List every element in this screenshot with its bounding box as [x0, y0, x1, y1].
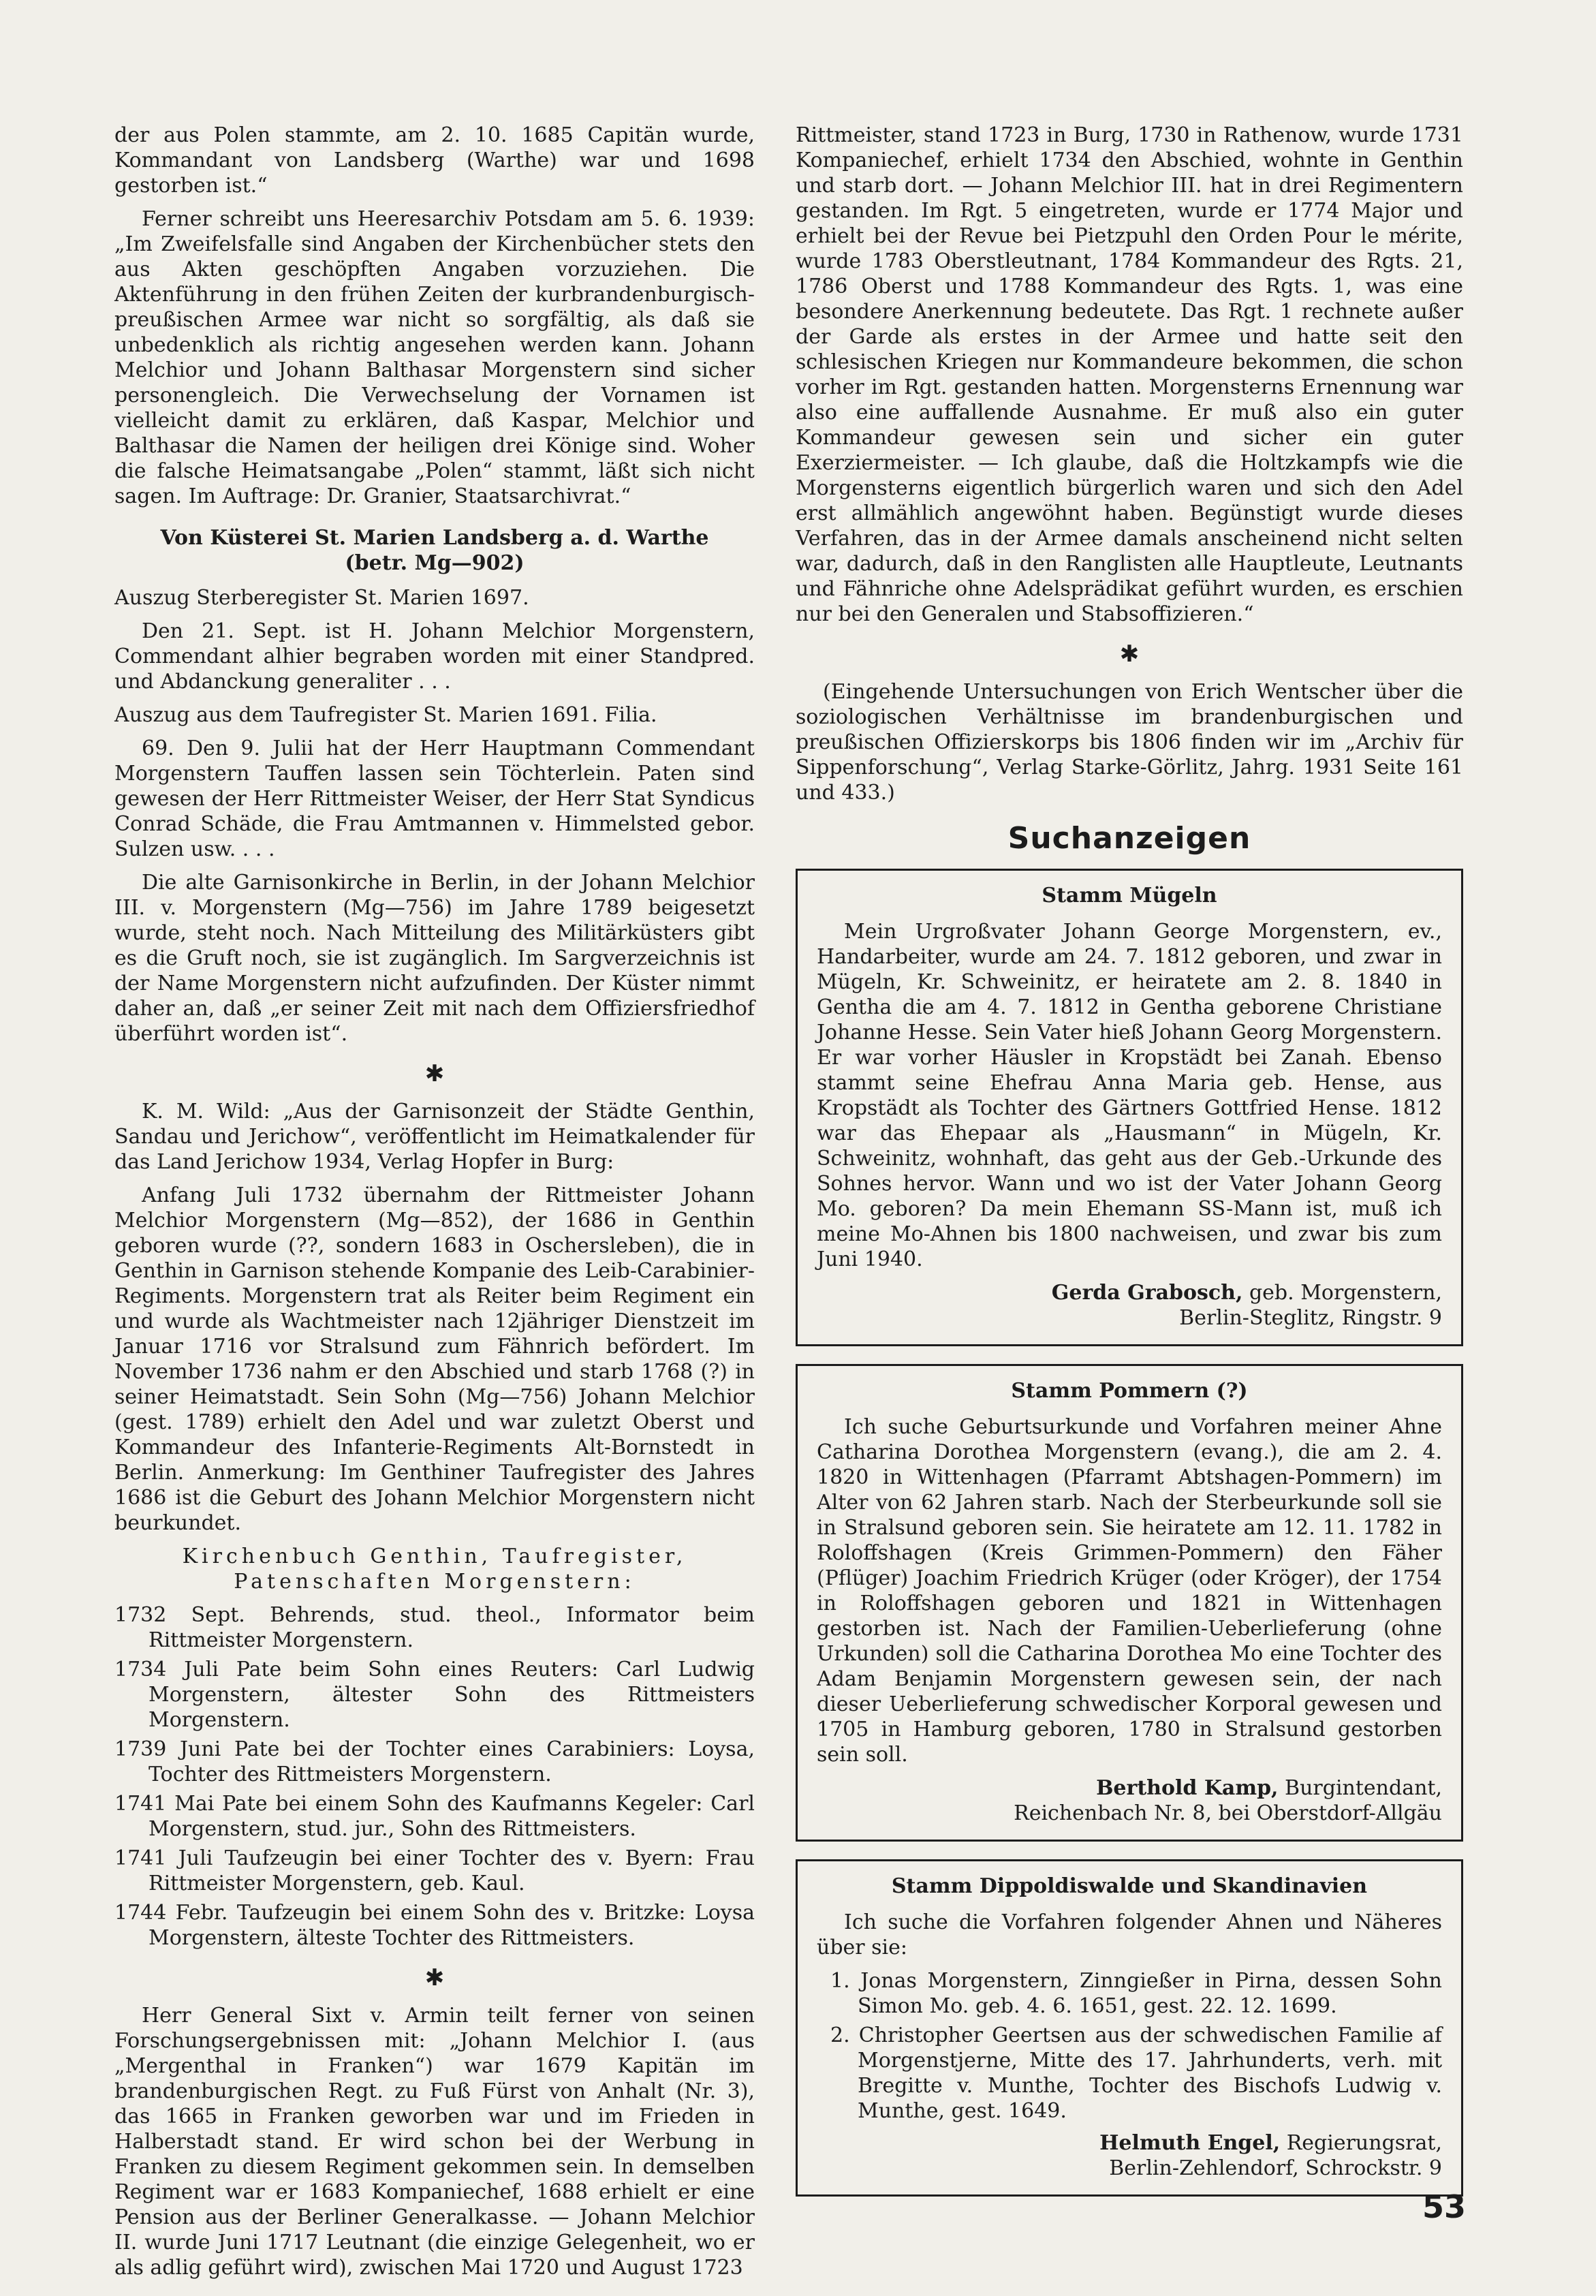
search-ad: [796, 869, 1463, 1346]
heading-subline: (betr. Mg—902): [345, 551, 525, 575]
paragraph: (Eingehende Untersuchungen von Erich Wentscher über die soziologischen Verhältnisse im brandenburgischen und preußischen Offizierskorps bis 1806 finden wir im „Archiv für Sippenforschung“, Verlag Starke-Görlitz, Jahrg. 1931 Seite 161 und 433.): [796, 680, 1463, 805]
signature-title: geb. Morgenstern,: [1242, 1281, 1442, 1305]
paragraph: Auszug aus dem Taufregister St. Marien 1691. Filia.: [114, 703, 657, 727]
ad-title: Stamm Mügeln: [1042, 884, 1217, 907]
paragraph: Ferner schreibt uns Heeresarchiv Potsdam am 5. 6. 1939: „Im Zweifelsfalle sind Angaben der Kirchenbücher stets den aus Akten geschöpften Angaben vorzuziehen. Die Aktenführung in den frühen Zeiten der kurbrandenburgisch-preußischen Armee war nicht so sorgfältig, als daß sie unbedenklich als richtig angesehen werden kann. Johann Melchior und Johann Balthasar Morgenstern sind sicher personengleich. Die Verwechselung der Vornamen ist vielleicht damit zu erklären, daß Kaspar, Melchior und Balthasar die Namen der heiligen drei Könige sind. Woher die falsche Heimatsangabe „Polen“ stammt, läßt sich nicht sagen. Im Auftrage: Dr. Granier, Staatsarchivrat.“: [114, 207, 755, 508]
signature-address: Reichenbach Nr. 8, bei Oberstdorf-Allgäu: [1014, 1801, 1442, 1825]
list-item: 1739 Juni Pate bei der Tochter eines Carabiniers: Loysa, Tochter des Rittmeisters Morgenstern.: [114, 1737, 755, 1786]
signature-address: Berlin-Steglitz, Ringstr. 9: [1179, 1306, 1442, 1330]
ad-title: Stamm Pommern (?): [1011, 1379, 1248, 1403]
paragraph: Anfang Juli 1732 übernahm der Rittmeister Johann Melchior Morgenstern (Mg—852), der 1686 in Genthin geboren wurde (??, sondern 1683 in Oschersleben), die in Genthin in Garnison stehende Kompanie des Leib-Carabinier-Regiments. Morgenstern trat als Reiter beim Regiment ein und wurde als Wachtmeister nach 12jähriger Dienstzeit im Januar 1716 vor Stralsund zum Fähnrich befördert. Im November 1736 nahm er den Abschied und starb 1768 (?) in seiner Heimatstadt. Sein Sohn (Mg—756) Johann Melchior (gest. 1789) erhielt den Adel und war zuletzt Oberst und Kommandeur des Infanterie-Regiments Alt-Bornstedt in Berlin. Anmerkung: Im Genthiner Taufregister des Jahres 1686 ist die Geburt des Johann Melchior Morgenstern nicht beurkundet.: [114, 1183, 755, 1535]
ad-body: Mein Urgroßvater Johann George Morgenstern, ev., Handarbeiter, wurde am 24. 7. 1812 geboren, und zwar in Mügeln, Kr. Schweinitz, er heiratete am 2. 8. 1840 in Gentha die am 4. 7. 1812 in Gentha geborene Christiane Johanne Hesse. Sein Vater hieß Johann Georg Morgenstern. Er war vorher Häusler in Kropstädt bei Zanah. Ebenso stammt seine Ehefrau Anna Maria geb. Hense, aus Kropstädt als Tochter des Gärtners Gottfried Hense. 1812 war das Ehepaar als „Hausmann“ in Mügeln, Kr. Schweinitz, wohnhaft, das geht aus der Geb.-Urkunde des Sohnes hervor. Wann und wo ist der Vater Johann Georg Mo. geboren? Da mein Ehemann SS-Mann ist, muß ich meine Mo-Ahnen bis 1800 nachweisen, und zwar bis zum Juni 1940.: [817, 920, 1442, 1271]
section-title: Suchanzeigen: [1007, 821, 1251, 856]
search-ad: [796, 1859, 1463, 2197]
list-item: 2. Christopher Geertsen aus der schwedischen Familie af Morgenstjerne, Mitte des 17. Jahrhunderts, verh. mit Bregitte v. Munthe, Tochter des Bischofs Ludwig v. Munthe, gest. 1649.: [830, 2023, 1442, 2123]
ad-signature: [817, 1775, 1442, 1826]
paragraph: Auszug Sterberegister St. Marien 1697.: [114, 586, 529, 610]
paragraph: 69. Den 9. Julii hat der Herr Hauptmann Commendant Morgenstern Tauffen lassen sein Töchterlein. Paten sind gewesen der Herr Rittmeister Weiser, der Herr Stat Syndicus Conrad Schäde, die Frau Amtmannen v. Himmelsted gebor. Sulzen usw. . . .: [114, 736, 755, 861]
heading-line: Von Küsterei St. Marien Landsberg a. d. Warthe: [160, 526, 709, 550]
asterisk-divider: ✱: [424, 1060, 445, 1087]
asterisk-divider: ✱: [1119, 640, 1140, 668]
list-item: 1741 Juli Taufzeugin bei einer Tochter des v. Byern: Frau Rittmeister Morgenstern, geb. Kaul.: [114, 1846, 755, 1895]
paragraph: Kirchenbuch Genthin, Taufregister, Patenschaften Morgenstern:: [182, 1545, 687, 1594]
signature-title: Regierungsrat,: [1280, 2131, 1442, 2155]
ad-body: Ich suche Geburtsurkunde und Vorfahren meiner Ahne Catharina Dorothea Morgenstern (evang.), die am 2. 4. 1820 in Wittenhagen (Pfarramt Abtshagen-Pommern) im Alter von 62 Jahren starb. Nach der Sterbeurkunde soll sie in Stralsund geboren sein. Sie heiratete am 12. 11. 1782 in Roloffshagen (Kreis Grimmen-Pommern) den Fäher (Pflüger) Joachim Friedrich Krüger (oder Kröger), der 1754 in Roloffshagen geboren und 1821 in Wittenhagen gestorben ist. Nach der Familien-Ueberlieferung (ohne Urkunden) soll die Catharina Dorothea Mo eine Tochter des Adam Benjamin Morgenstern gewesen sein, der nach dieser Ueberlieferung schwedischer Korporal gewesen und 1705 in Hamburg geboren, 1780 in Stralsund gestorben sein soll.: [817, 1415, 1442, 1767]
ad-title: Stamm Dippoldiswalde und Skandinavien: [891, 1874, 1368, 1898]
right-column: [796, 123, 1463, 2214]
entry-list: [114, 1602, 755, 1951]
signature-name: Gerda Grabosch,: [1051, 1281, 1243, 1305]
page-number: 53: [1422, 2188, 1467, 2225]
paragraph: K. M. Wild: „Aus der Garnisonzeit der Städte Genthin, Sandau und Jerichow“, veröffentlicht im Heimatkalender für das Land Jerichow 1934, Verlag Hopfer in Burg:: [114, 1100, 755, 1174]
ad-signature: [817, 1280, 1442, 1331]
ad-signature: [817, 2130, 1442, 2181]
paragraph: der aus Polen stammte, am 2. 10. 1685 Capitän wurde, Kommandant von Landsberg (Warthe) war und 1698 gestorben ist.“: [114, 123, 755, 198]
list-item: 1732 Sept. Behrends, stud. theol., Informator beim Rittmeister Morgenstern.: [114, 1603, 755, 1652]
asterisk-divider: ✱: [424, 1964, 445, 1991]
signature-address: Berlin-Zehlendorf, Schrockstr. 9: [1109, 2156, 1442, 2180]
left-column: [114, 123, 755, 2289]
search-ad: [796, 1364, 1463, 1842]
paragraph: Den 21. Sept. ist H. Johann Melchior Morgenstern, Commendant alhier begraben worden mit einer Standpred. und Abdanckung generaliter . . .: [114, 619, 755, 694]
ad-body: Ich suche die Vorfahren folgender Ahnen und Näheres über sie:: [817, 1910, 1442, 1959]
paragraph: Die alte Garnisonkirche in Berlin, in der Johann Melchior III. v. Morgenstern (Mg—756) im Jahre 1789 beigesetzt wurde, steht noch. Nach Mitteilung des Militärküsters gibt es die Gruft noch, sie ist zugänglich. Im Sargverzeichnis ist der Name Morgenstern nicht aufzufinden. Der Küster nimmt daher an, daß „er seiner Zeit mit nach dem Offiziersfriedhof überführt worden ist“.: [114, 871, 755, 1046]
list-item: 1741 Mai Pate bei einem Sohn des Kaufmanns Kegeler: Carl Morgenstern, stud. jur., Sohn des Rittmeisters.: [114, 1792, 755, 1841]
signature-name: Berthold Kamp,: [1096, 1776, 1279, 1800]
signature-name: Helmuth Engel,: [1099, 2131, 1281, 2155]
signature-title: Burgintendant,: [1278, 1776, 1442, 1800]
list-item: 1734 Juli Pate beim Sohn eines Reuters: Carl Ludwig Morgenstern, ältester Sohn des Rittmeisters Morgenstern.: [114, 1658, 755, 1732]
paragraph: Herr General Sixt v. Armin teilt ferner von seinen Forschungsergebnissen mit: „Johann Melchior I. (aus „Mergenthal in Franken“) war 1679 Kapitän im brandenburgischen Regt. zu Fuß Fürst von Anhalt (Nr. 3), das 1665 in Franken geworben war und im Frieden in Halberstadt stand. Er wird schon bei der Werbung in Franken zu diesem Regiment gekommen sein. In demselben Regiment war er 1683 Kompaniechef, 1688 erhielt er eine Pension aus der Berliner Generalkasse. — Johann Melchior II. wurde Juni 1717 Leutnant (die einzige Gelegenheit, wo er als adlig geführt wird), zwischen Mai 1720 und August 1723: [114, 2004, 755, 2280]
paragraph: Rittmeister, stand 1723 in Burg, 1730 in Rathenow, wurde 1731 Kompaniechef, erhielt 1734 den Abschied, wohnte in Genthin und starb dort. — Johann Melchior III. hat in drei Regimentern gestanden. Im Rgt. 5 eingetreten, wurde er 1774 Major und erhielt bei der Revue bei Pietzpuhl den Orden Pour le mérite, wurde 1783 Oberstleutnant, 1784 Kommandeur des Rgts. 21, 1786 Oberst und 1788 Kommandeur des Rgts. 1, was eine besondere Anerkennung bedeutete. Das Rgt. 1 rechnete außer der Garde als erstes in der Armee und hatte seit den schlesischen Kriegen nur Kommandeure bekommen, die schon vorher im Rgt. gestanden hatten. Morgensterns Ernennung war also eine auffallende Ausnahme. Er muß also ein guter Kommandeur gewesen sein und sicher ein guter Exerziermeister. — Ich glaube, daß die Holtzkampfs wie die Morgensterns eigentlich bürgerlich waren und sich den Adel erst allmählich angewöhnt haben. Begünstigt wurde dieses Verfahren, das in der Armee damals anscheinend nicht selten war, dadurch, daß in den Ranglisten alle Hauptleute, Leutnants und Fähnriche ohne Adelsprädikat geführt wurden, es erschien nur bei den Generalen und Stabsoffizieren.“: [796, 123, 1463, 626]
list-item: 1744 Febr. Taufzeugin bei einem Sohn des v. Britzke: Loysa Morgenstern, älteste Tochter des Rittmeisters.: [114, 1901, 755, 1950]
list-item: 1. Jonas Morgenstern, Zinngießer in Pirna, dessen Sohn Simon Mo. geb. 4. 6. 1651, gest. 22. 12. 1699.: [830, 1969, 1442, 2018]
section-heading: [114, 525, 755, 576]
